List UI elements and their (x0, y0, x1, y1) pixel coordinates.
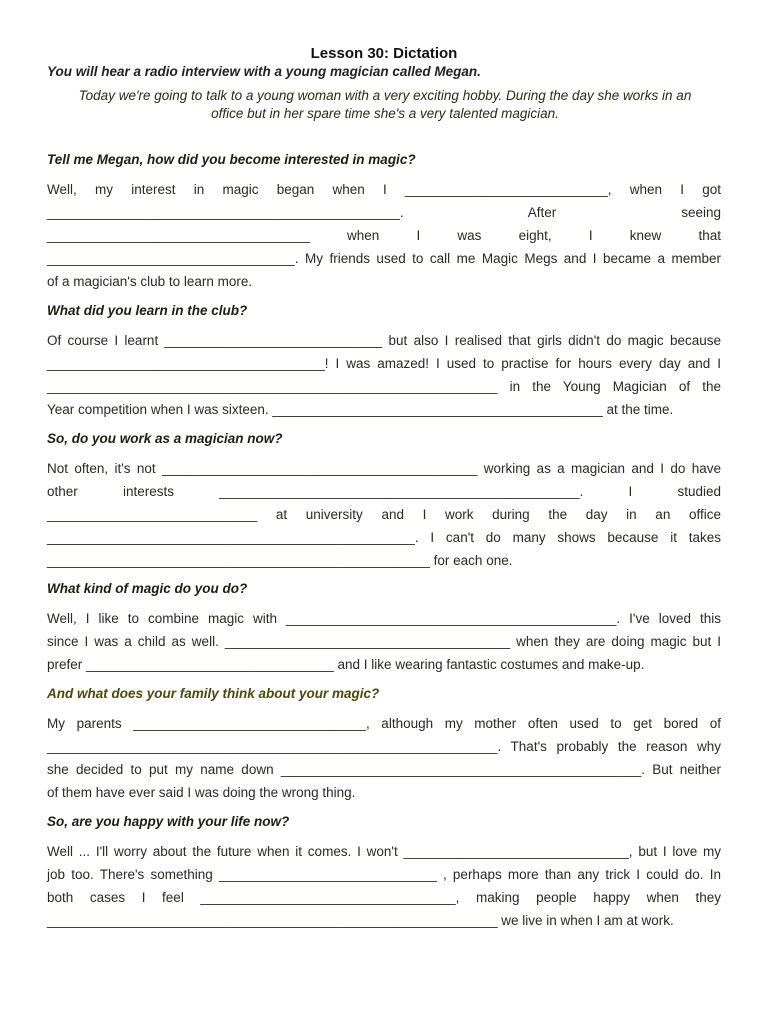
question-5: And what does your family think about your magic? (47, 686, 380, 701)
answer-paragraph-2 (47, 329, 721, 421)
paragraph-line: _______________________________________________. After seeing (47, 205, 721, 220)
answer-paragraph-4 (47, 607, 721, 676)
paragraph-line: ___________________________________ when I was eight, I knew that (47, 228, 721, 243)
paragraph-line: Year competition when I was sixteen. ____________________________________________ at the time. (47, 402, 674, 417)
page-title: Lesson 30: Dictation (310, 45, 458, 62)
paragraph-line: of them have ever said I was doing the wrong thing. (47, 785, 356, 800)
question-4: What kind of magic do you do? (47, 581, 248, 596)
paragraph-line: Of course I learnt _____________________________ but also I realised that girls didn't do magic because (47, 333, 721, 348)
paragraph-line: ____________________________________________________________ in the Young Magician of the (47, 379, 721, 394)
intro-text (55, 87, 715, 123)
paragraph-line: other interests ________________________________________________. I studied (47, 484, 721, 499)
question-3: So, do you work as a magician now? (47, 431, 283, 446)
intro-line: Today we're going to talk to a young woman with a very exciting hobby. During the day she works in an (78, 88, 692, 103)
paragraph-line: she decided to put my name down ________________________________________________. But neither (47, 762, 721, 777)
question-1: Tell me Megan, how did you become interested in magic? (47, 152, 416, 167)
question-6: So, are you happy with your life now? (47, 814, 290, 829)
paragraph-line: since I was a child as well. ______________________________________ when they are doing magic but I (47, 634, 721, 649)
paragraph-line: _________________________________. My friends used to call me Magic Megs and I became a member (47, 251, 721, 266)
paragraph-line: My parents _______________________________, although my mother often used to get bored of (47, 716, 721, 731)
question-2: What did you learn in the club? (47, 303, 248, 318)
paragraph-line: ____________________________________________________________. That's probably the reason why (47, 739, 721, 754)
page-subtitle: You will hear a radio interview with a young magician called Megan. (47, 64, 481, 79)
paragraph-line: ____________________________________________________________ we live in when I am at work. (47, 913, 674, 928)
paragraph-line: both cases I feel __________________________________, making people happy when they (47, 890, 721, 905)
answer-paragraph-3 (47, 457, 721, 572)
paragraph-line: _________________________________________________. I can't do many shows because it takes (47, 530, 721, 545)
paragraph-line: ___________________________________________________ for each one. (47, 553, 513, 568)
paragraph-line: Well, I like to combine magic with ____________________________________________. I've loved this (47, 611, 721, 626)
answer-paragraph-6 (47, 840, 721, 932)
answer-paragraph-5 (47, 712, 721, 804)
paragraph-line: Well ... I'll worry about the future when it comes. I won't ______________________________, but I love my (47, 844, 721, 859)
intro-line: office but in her spare time she's a very talented magician. (211, 106, 559, 121)
paragraph-line: Not often, it's not __________________________________________ working as a magician and I do have (47, 461, 721, 476)
answer-paragraph-1 (47, 178, 721, 293)
paragraph-line: of a magician's club to learn more. (47, 274, 253, 289)
paragraph-line: Well, my interest in magic began when I ___________________________, when I got (47, 182, 721, 197)
paragraph-line: ____________________________ at university and I work during the day in an office (47, 507, 721, 522)
paragraph-line: _____________________________________! I was amazed! I used to practise for hours every day and I (47, 356, 721, 371)
paragraph-line: job too. There's something _____________________________ , perhaps more than any trick I could do. In (47, 867, 721, 882)
paragraph-line: prefer _________________________________ and I like wearing fantastic costumes and make-up. (47, 657, 645, 672)
